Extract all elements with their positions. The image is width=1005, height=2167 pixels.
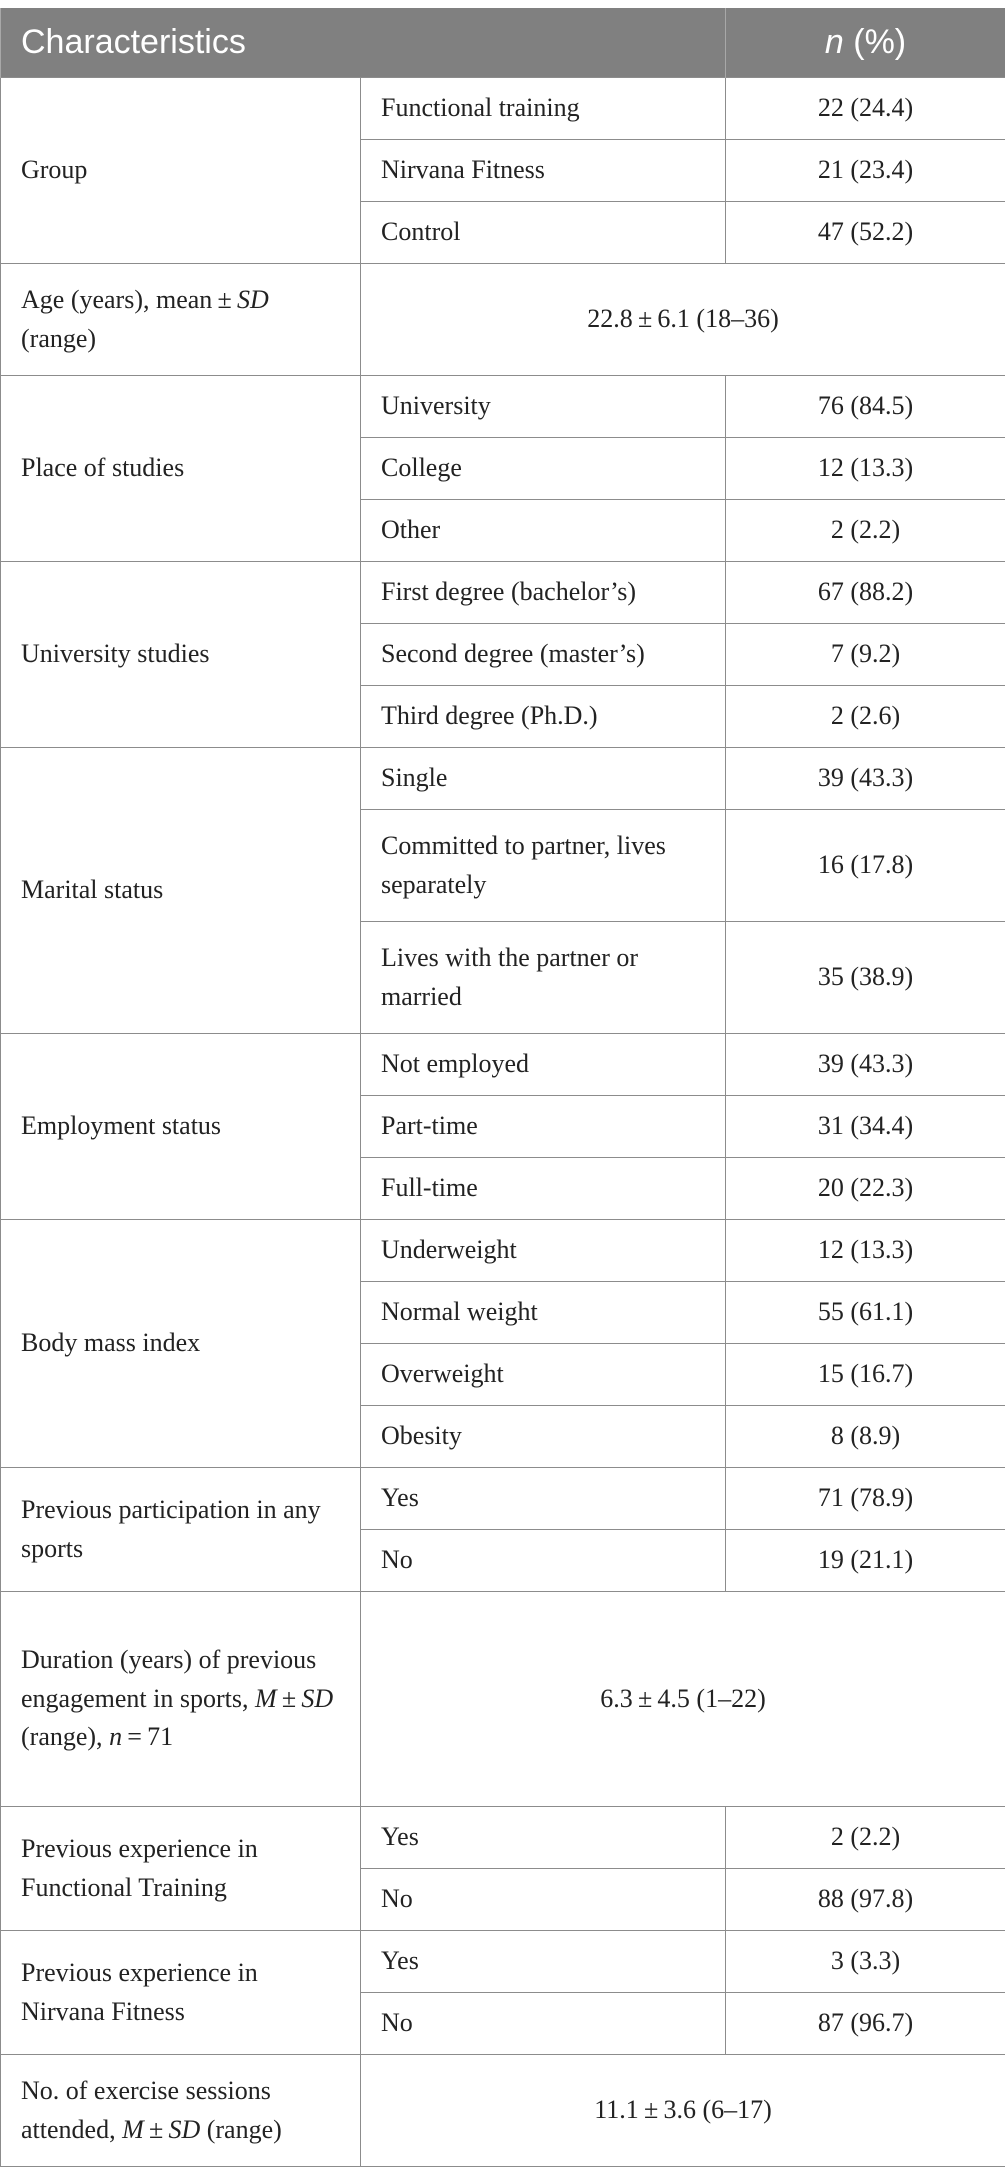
sessions-label-text: No. of exercise sessions attended, (21, 2076, 271, 2143)
sub-label: Committed to partner, lives separately (361, 810, 726, 922)
value-cell: 11.1 ± 3.6 (6–17) (361, 2055, 1005, 2167)
table-row (1, 376, 1005, 438)
row-label-age (1, 264, 361, 376)
value-cell: 76 (84.5) (726, 376, 1005, 438)
value-cell: 55 (61.1) (726, 1282, 1005, 1344)
value-cell: 16 (17.8) (726, 810, 1005, 922)
duration-label-text: Duration (years) of previous engagement in sports, (21, 1645, 316, 1712)
sub-label: Full-time (361, 1158, 726, 1220)
table-row (1, 78, 1005, 140)
sub-label: Single (361, 748, 726, 810)
sub-label: Yes (361, 1468, 726, 1530)
characteristics-table (0, 8, 1005, 2167)
header-n-percent (726, 8, 1005, 78)
age-label-sd: SD (237, 285, 269, 314)
age-label-range: (range) (21, 324, 96, 353)
header-percent: (%) (844, 23, 906, 61)
value-cell: 2 (2.6) (726, 686, 1005, 748)
row-label-sessions (1, 2055, 361, 2167)
value-cell: 12 (13.3) (726, 1220, 1005, 1282)
sub-label: Yes (361, 1931, 726, 1993)
sessions-label-pm: ± (144, 2115, 169, 2144)
value-cell: 88 (97.8) (726, 1869, 1005, 1931)
value-cell: 67 (88.2) (726, 562, 1005, 624)
sessions-label-sd: SD (168, 2115, 200, 2144)
sub-label: No (361, 1993, 726, 2055)
duration-label-m: M (255, 1684, 277, 1713)
value-cell: 12 (13.3) (726, 438, 1005, 500)
sub-label: Third degree (Ph.D.) (361, 686, 726, 748)
table-row (1, 2055, 1005, 2167)
table-row (1, 1931, 1005, 1993)
sub-label: Yes (361, 1807, 726, 1869)
sub-label: Lives with the partner or married (361, 922, 726, 1034)
value-cell: 7 (9.2) (726, 624, 1005, 686)
age-label-text: Age (years), mean ± (21, 285, 237, 314)
duration-label-n: n (109, 1722, 122, 1751)
table-header-row (1, 8, 1005, 78)
sub-label: Normal weight (361, 1282, 726, 1344)
sub-label: University (361, 376, 726, 438)
table-row (1, 748, 1005, 810)
value-cell: 87 (96.7) (726, 1993, 1005, 2055)
value-cell: 22 (24.4) (726, 78, 1005, 140)
sessions-label-range: (range) (200, 2115, 282, 2144)
value-cell: 22.8 ± 6.1 (18–36) (361, 264, 1005, 376)
row-label-place: Place of studies (1, 376, 361, 562)
sub-label: Other (361, 500, 726, 562)
row-label-group: Group (1, 78, 361, 264)
value-cell: 35 (38.9) (726, 922, 1005, 1034)
duration-label-range: (range), (21, 1722, 103, 1751)
table-row (1, 1034, 1005, 1096)
row-label-prev-ft: Previous experience in Functional Training (1, 1807, 361, 1931)
header-characteristics: Characteristics (1, 8, 726, 78)
value-cell: 20 (22.3) (726, 1158, 1005, 1220)
sub-label: No (361, 1530, 726, 1592)
row-label-marital: Marital status (1, 748, 361, 1034)
sub-label: Second degree (master’s) (361, 624, 726, 686)
sub-label: No (361, 1869, 726, 1931)
row-label-employment: Employment status (1, 1034, 361, 1220)
value-cell: 19 (21.1) (726, 1530, 1005, 1592)
sub-label: Nirvana Fitness (361, 140, 726, 202)
value-cell: 47 (52.2) (726, 202, 1005, 264)
value-cell: 3 (3.3) (726, 1931, 1005, 1993)
sub-label: First degree (bachelor’s) (361, 562, 726, 624)
sub-label: College (361, 438, 726, 500)
value-cell: 31 (34.4) (726, 1096, 1005, 1158)
row-label-prev-nf: Previous experience in Nirvana Fitness (1, 1931, 361, 2055)
value-cell: 15 (16.7) (726, 1344, 1005, 1406)
value-cell: 39 (43.3) (726, 1034, 1005, 1096)
row-label-bmi: Body mass index (1, 1220, 361, 1468)
sub-label: Functional training (361, 78, 726, 140)
table-row (1, 264, 1005, 376)
sub-label: Not employed (361, 1034, 726, 1096)
sessions-label-m: M (122, 2115, 144, 2144)
table-row (1, 562, 1005, 624)
row-label-duration (1, 1592, 361, 1807)
sub-label: Overweight (361, 1344, 726, 1406)
row-label-university: University studies (1, 562, 361, 748)
duration-label-pm: ± (277, 1684, 302, 1713)
sub-label: Obesity (361, 1406, 726, 1468)
value-cell: 2 (2.2) (726, 500, 1005, 562)
sub-label: Underweight (361, 1220, 726, 1282)
table-row (1, 1220, 1005, 1282)
table-row (1, 1592, 1005, 1807)
duration-label-sd: SD (301, 1684, 333, 1713)
value-cell: 2 (2.2) (726, 1807, 1005, 1869)
value-cell: 8 (8.9) (726, 1406, 1005, 1468)
row-label-prev-sports: Previous participation in any sports (1, 1468, 361, 1592)
value-cell: 71 (78.9) (726, 1468, 1005, 1530)
table-row (1, 1807, 1005, 1869)
value-cell: 6.3 ± 4.5 (1–22) (361, 1592, 1005, 1807)
sub-label: Control (361, 202, 726, 264)
value-cell: 39 (43.3) (726, 748, 1005, 810)
table-row (1, 1468, 1005, 1530)
sub-label: Part-time (361, 1096, 726, 1158)
value-cell: 21 (23.4) (726, 140, 1005, 202)
duration-label-n-value: = 71 (122, 1722, 173, 1751)
header-n: n (825, 23, 844, 61)
